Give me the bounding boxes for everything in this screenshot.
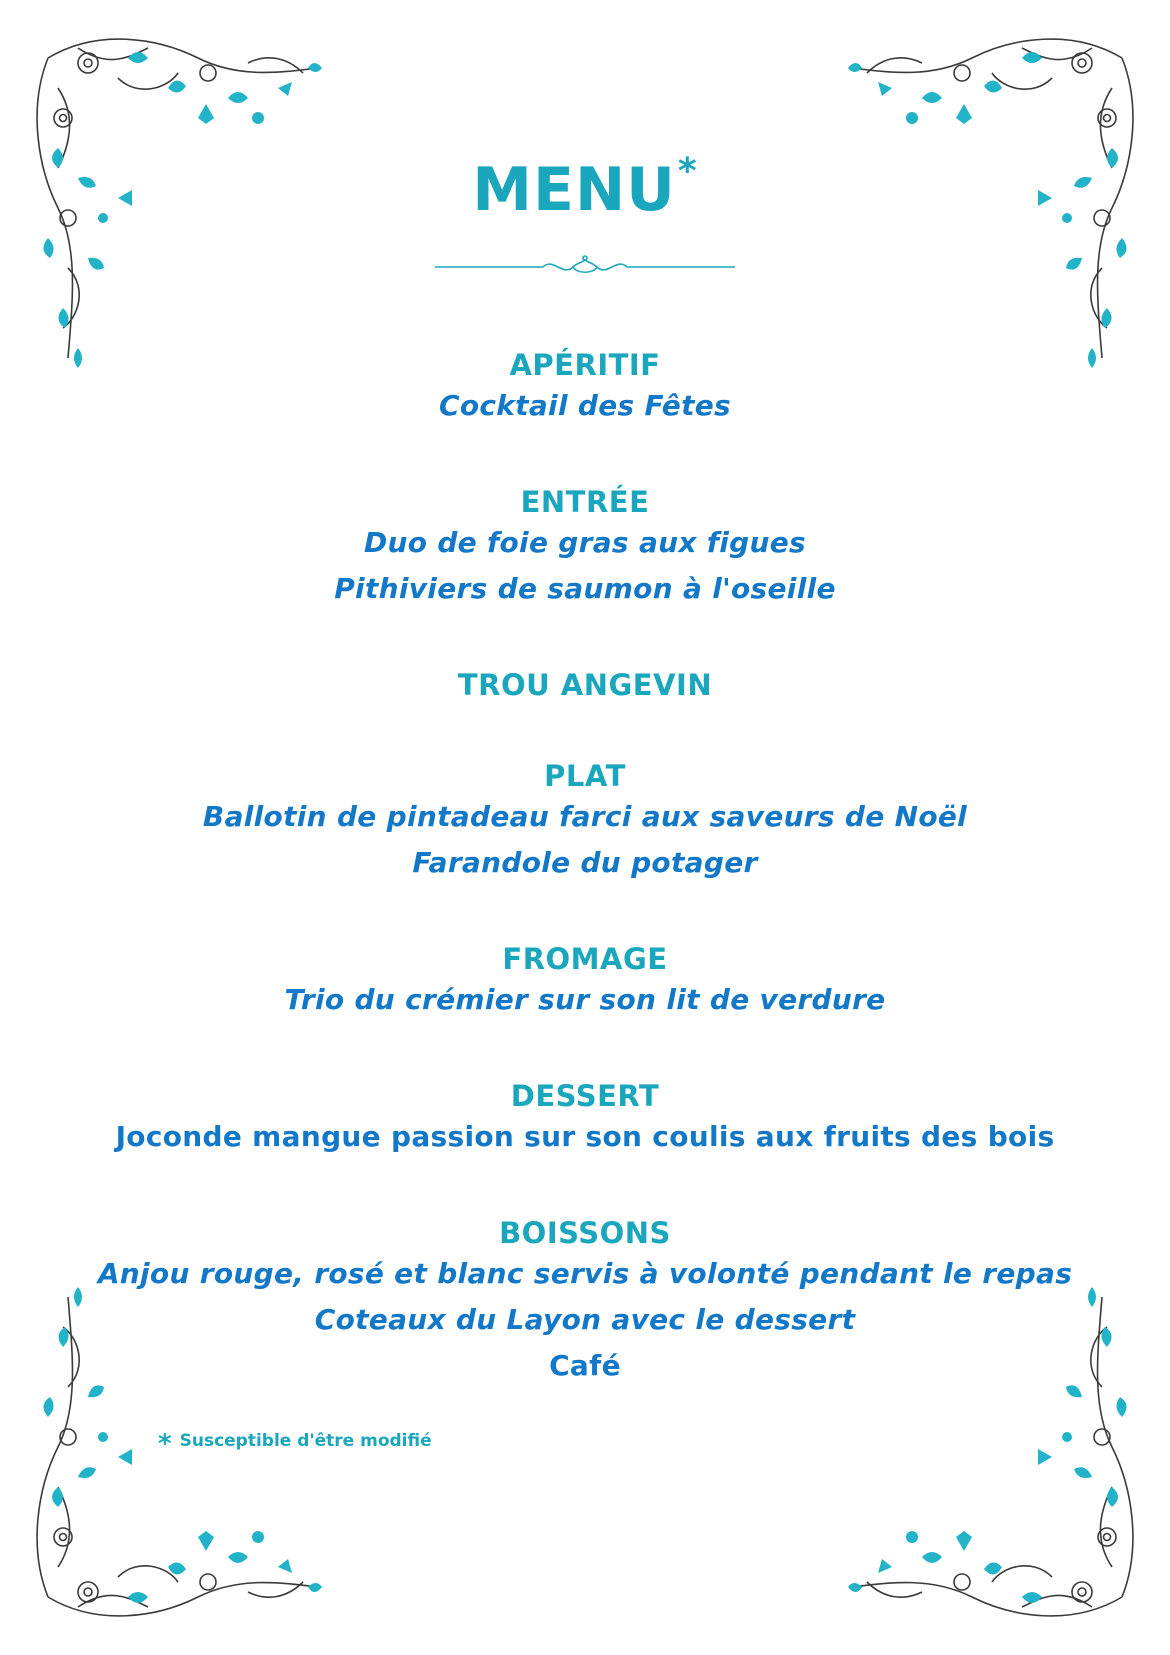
section-heading: DESSERT [510,1079,660,1113]
footnote-text: Susceptible d'être modifié [179,1431,432,1451]
section-fromage [0,941,1170,1023]
menu-item: Trio du crémier sur son lit de verdure [284,983,886,1016]
section-aperitif [0,347,1170,429]
section-trou-angevin [0,667,1170,703]
menu-item: Pithiviers de saumon à l'oseille [334,572,836,605]
section-heading: BOISSONS [499,1216,671,1250]
section-heading: PLAT [544,759,626,793]
menu-item: Farandole du potager [412,846,758,879]
flourish-divider-icon [435,252,735,282]
footnote [158,1426,432,1459]
section-boissons [0,1215,1170,1389]
menu-item: Ballotin de pintadeau farci aux saveurs de Noël [202,800,968,833]
menu-item: Anjou rouge, rosé et blanc servis à volonté pendant le repas [97,1257,1073,1290]
section-heading: TROU ANGEVIN [457,668,713,702]
footnote-asterisk: * [158,1429,172,1459]
menu-title [0,151,1170,225]
section-heading: APÉRITIF [509,348,661,382]
menu-item: Joconde mangue passion sur son coulis aux fruits des bois [115,1120,1055,1153]
section-dessert [0,1078,1170,1160]
section-heading: FROMAGE [502,942,668,976]
section-entree [0,484,1170,612]
menu-item: Café [549,1349,621,1382]
section-plat [0,758,1170,886]
menu-item: Duo de foie gras aux figues [363,526,806,559]
menu-item: Coteaux du Layon avec le dessert [314,1303,856,1336]
menu-title-asterisk: * [677,151,698,192]
menu-item: Cocktail des Fêtes [438,389,732,422]
menu-title-text: MENU [472,155,676,225]
section-heading: ENTRÉE [520,485,650,519]
